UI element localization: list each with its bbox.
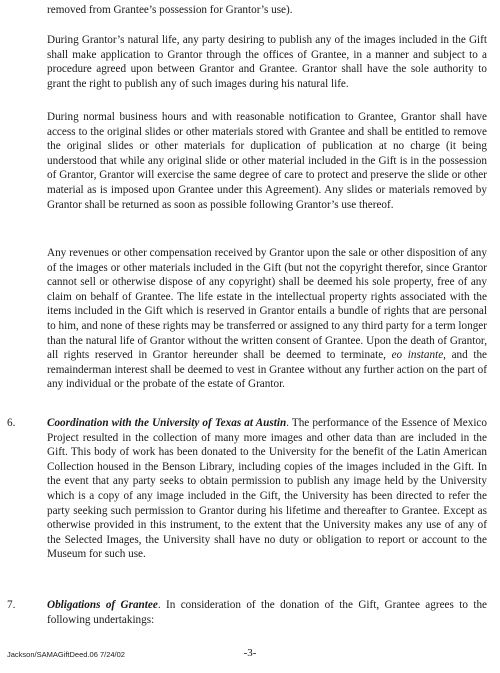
footer-page-number: -3- xyxy=(243,647,257,659)
paragraph-revenues-text-b: and the remainderman interest shall be deemed to vest in Grantee without any further action on the part of any individual or the probate of the estate of Grantor. xyxy=(47,349,488,391)
footer-file-reference: Jackson/SAMAGiftDeed.06 7/24/02 xyxy=(7,650,125,659)
section-6-body: . The performance of the Essence of Mexico Project resulted in the collection of many more images and other data than are included in the Gift. This body of work has been donated to the University for the benefit of the Latin American Collection housed in the Benson Library, including copies of the images included in the Gift. In the event that any party seeks to obtain permission to publish any image held by the University which is a copy of any image included in the Gift, the University has been directed to refer the party seeking such permission to Grantor during his lifetime and thereafter to Grantee. Except as otherwise provided in this instrument, to the extent that the University makes any use of any of the Selected Images, the University shall have no duty or obligation to report or account to the Museum for such use. xyxy=(47,417,487,561)
section-7-heading: Obligations of Grantee xyxy=(47,599,158,611)
section-6-paragraph xyxy=(47,416,487,562)
paragraph-revenues xyxy=(47,246,487,392)
section-7-paragraph xyxy=(47,598,487,627)
paragraph-revenues-text-a: Any revenues or other compensation received by Grantor upon the sale or other disposition of any of the images or other materials included in the Gift (but not the copyright therefor, since Grantor cannot sell or otherwise dispose of any copyright) shall be deemed his sole property, free of any claim on behalf of Grantee. The life estate in the intellectual property rights associated with the items included in the Gift which is reserved in Grantor entails a bundle of rights that are personal to him, and none of these rights may be transferred or assigned to any third party for a term longer than the natural life of Grantor without the written consent of Grantee. Upon the death of Grantor, all rights reserved in Grantor hereunder shall be deemed to terminate, xyxy=(47,247,487,362)
section-7-body: . In consideration of the donation of the Gift, Grantee agrees to the following undertakings: xyxy=(47,599,487,626)
continued-fragment: removed from Grantee’s possession for Grantor’s use). xyxy=(47,4,293,16)
section-6-heading: Coordination with the University of Texas at Austin xyxy=(47,417,287,429)
paragraph-business-hours: During normal business hours and with reasonable notification to Grantee, Grantor shall have access to the original slides or other materials stored with Grantee and shall be entitled to remove the original slides or other materials for duplication of publication at no charge (it being understood that while any original slide or other material included in the Gift is in the possession of Grantor, Grantor will exercise the same degree of care to protect and preserve the slide or other material as is imposed upon Grantee under this Agreement). Any slides or materials removed by Grantor shall be returned as soon as possible following Grantor’s use thereof. xyxy=(47,111,487,211)
latin-term-eo-instante: eo instante, xyxy=(391,349,446,362)
section-6-number: 6. xyxy=(7,417,16,429)
section-7-number: 7. xyxy=(7,599,16,611)
paragraph-natural-life: During Grantor’s natural life, any party desiring to publish any of the images included in the Gift shall make application to Grantor through the offices of Grantee, in a manner and subject to a procedure agreed upon between Grantor and Grantee. Grantor shall have the sole authority to grant the right to publish any of such images during his natural life. xyxy=(47,34,487,90)
